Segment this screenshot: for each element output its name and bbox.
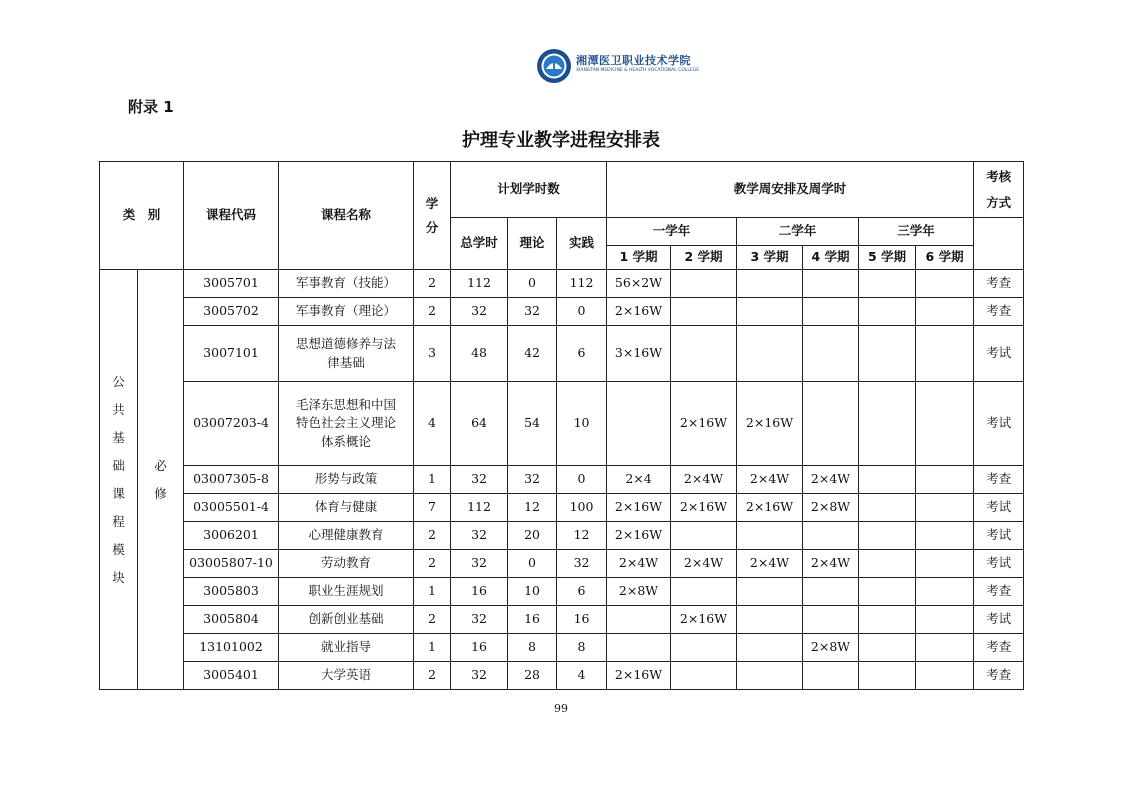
cell-code: 3005804 [184, 606, 279, 634]
cell-practice: 6 [557, 578, 607, 606]
cell-s1: 2×16W [607, 494, 671, 522]
cell-practice: 8 [557, 634, 607, 662]
cell-s2 [671, 578, 737, 606]
header-total-hours: 总学时 [451, 218, 508, 270]
cell-s2 [671, 662, 737, 690]
header-semester-5: 5 学期 [859, 246, 916, 270]
cell-total: 112 [451, 494, 508, 522]
cell-code: 03007203-4 [184, 382, 279, 466]
header-course-code: 课程代码 [184, 162, 279, 270]
cell-theory: 16 [508, 606, 557, 634]
header-practice: 实践 [557, 218, 607, 270]
cell-s4: 2×4W [803, 466, 859, 494]
cell-s2 [671, 270, 737, 298]
table-row [100, 326, 1024, 382]
cell-s2: 2×16W [671, 606, 737, 634]
cell-s6 [916, 298, 974, 326]
cell-s6 [916, 550, 974, 578]
cell-practice: 32 [557, 550, 607, 578]
college-logo [536, 48, 700, 84]
cell-exam: 考试 [974, 326, 1024, 382]
cell-s3 [737, 270, 803, 298]
cell-name: 职业生涯规划 [279, 578, 414, 606]
header-planned-hours: 计划学时数 [451, 162, 607, 218]
cell-s3 [737, 634, 803, 662]
header-credit-text: 学分 [425, 195, 439, 235]
table-row [100, 522, 1024, 550]
cell-exam: 考查 [974, 270, 1024, 298]
cell-code: 03005807-10 [184, 550, 279, 578]
course-name-text: 毛泽东思想和中国特色社会主义理论体系概论 [296, 397, 397, 449]
cell-theory: 32 [508, 466, 557, 494]
cell-s2: 2×4W [671, 550, 737, 578]
cell-s5 [859, 522, 916, 550]
header-semester-4: 4 学期 [803, 246, 859, 270]
cell-credit: 4 [414, 382, 451, 466]
cell-s4 [803, 578, 859, 606]
cell-code: 3005702 [184, 298, 279, 326]
cell-s5 [859, 550, 916, 578]
cell-theory: 10 [508, 578, 557, 606]
table-row [100, 270, 1024, 298]
cell-name: 军事教育（技能） [279, 270, 414, 298]
cell-s5 [859, 298, 916, 326]
cell-exam: 考试 [974, 494, 1024, 522]
cell-s1: 2×4 [607, 466, 671, 494]
cell-credit: 2 [414, 606, 451, 634]
cell-total: 32 [451, 522, 508, 550]
category-group-char: 基 [112, 429, 125, 445]
course-name-text: 思想道德修养与法律基础 [296, 336, 397, 370]
cell-exam: 考查 [974, 634, 1024, 662]
cell-s6 [916, 578, 974, 606]
cell-s3: 2×16W [737, 494, 803, 522]
cell-s1: 2×16W [607, 298, 671, 326]
cell-s4 [803, 522, 859, 550]
cell-exam: 考查 [974, 466, 1024, 494]
cell-s6 [916, 662, 974, 690]
cell-s1: 2×16W [607, 662, 671, 690]
cell-code: 03005501-4 [184, 494, 279, 522]
cell-credit: 2 [414, 270, 451, 298]
appendix-label: 附录 1 [128, 98, 174, 116]
cell-code: 3006201 [184, 522, 279, 550]
cell-s6 [916, 326, 974, 382]
cell-s5 [859, 578, 916, 606]
cell-credit: 7 [414, 494, 451, 522]
cell-practice: 10 [557, 382, 607, 466]
cell-s6 [916, 522, 974, 550]
header-year-1: 一学年 [607, 218, 737, 246]
cell-s5 [859, 662, 916, 690]
category-group-char: 课 [112, 485, 125, 501]
cell-code: 13101002 [184, 634, 279, 662]
cell-credit: 2 [414, 298, 451, 326]
category-required-cell [138, 270, 184, 690]
cell-total: 32 [451, 298, 508, 326]
header-year-3: 三学年 [859, 218, 974, 246]
cell-s4: 2×8W [803, 634, 859, 662]
cell-s2 [671, 522, 737, 550]
cell-s1: 2×8W [607, 578, 671, 606]
cell-total: 16 [451, 634, 508, 662]
cell-s4 [803, 662, 859, 690]
table-row [100, 382, 1024, 466]
cell-s1: 56×2W [607, 270, 671, 298]
cell-s1: 2×16W [607, 522, 671, 550]
header-exam-blank [974, 218, 1024, 270]
header-year-2: 二学年 [737, 218, 859, 246]
cell-s4 [803, 606, 859, 634]
cell-s2: 2×16W [671, 382, 737, 466]
cell-code: 3005803 [184, 578, 279, 606]
schedule-table [99, 161, 1024, 690]
cell-practice: 16 [557, 606, 607, 634]
cell-theory: 0 [508, 550, 557, 578]
page-title: 护理专业教学进程安排表 [462, 130, 660, 151]
category-group-char: 公 [112, 373, 125, 389]
cell-total: 64 [451, 382, 508, 466]
header-exam-type-text: 考核方式 [986, 168, 1012, 210]
cell-total: 32 [451, 466, 508, 494]
cell-name: 创新创业基础 [279, 606, 414, 634]
cell-s2 [671, 634, 737, 662]
header-semester-2: 2 学期 [671, 246, 737, 270]
cell-s4: 2×8W [803, 494, 859, 522]
cell-credit: 1 [414, 466, 451, 494]
category-group-char: 共 [112, 401, 125, 417]
cell-s1: 2×4W [607, 550, 671, 578]
category-group-char: 模 [112, 541, 125, 557]
table-row [100, 494, 1024, 522]
cell-s3: 2×16W [737, 382, 803, 466]
cell-name: 就业指导 [279, 634, 414, 662]
cell-s4 [803, 326, 859, 382]
cell-s5 [859, 326, 916, 382]
category-required-char: 必 [154, 457, 167, 473]
cell-total: 32 [451, 662, 508, 690]
header-category: 类 别 [100, 162, 184, 270]
cell-code: 03007305-8 [184, 466, 279, 494]
cell-exam: 考试 [974, 522, 1024, 550]
cell-exam: 考试 [974, 606, 1024, 634]
cell-s4 [803, 298, 859, 326]
cell-code: 3007101 [184, 326, 279, 382]
cell-s6 [916, 494, 974, 522]
cell-s6 [916, 270, 974, 298]
cell-s3 [737, 662, 803, 690]
table-row [100, 606, 1024, 634]
header-semester-3: 3 学期 [737, 246, 803, 270]
cell-theory: 12 [508, 494, 557, 522]
cell-practice: 4 [557, 662, 607, 690]
cell-s3 [737, 606, 803, 634]
cell-exam: 考试 [974, 382, 1024, 466]
cell-s2: 2×16W [671, 494, 737, 522]
cell-name [279, 326, 414, 382]
cell-exam: 考查 [974, 298, 1024, 326]
cell-s4 [803, 270, 859, 298]
cell-name: 形势与政策 [279, 466, 414, 494]
cell-theory: 54 [508, 382, 557, 466]
cell-s1 [607, 606, 671, 634]
cell-theory: 20 [508, 522, 557, 550]
cell-s5 [859, 634, 916, 662]
cell-name: 心理健康教育 [279, 522, 414, 550]
cell-s5 [859, 466, 916, 494]
table-row [100, 634, 1024, 662]
cell-s6 [916, 606, 974, 634]
cell-s6 [916, 634, 974, 662]
cell-code: 3005401 [184, 662, 279, 690]
cell-theory: 32 [508, 298, 557, 326]
cell-s5 [859, 270, 916, 298]
cell-practice: 6 [557, 326, 607, 382]
cell-s3: 2×4W [737, 466, 803, 494]
cell-s3 [737, 298, 803, 326]
cell-s1 [607, 634, 671, 662]
cell-s6 [916, 382, 974, 466]
header-semester-1: 1 学期 [607, 246, 671, 270]
category-group-char: 础 [112, 457, 125, 473]
cell-total: 32 [451, 606, 508, 634]
cell-s1 [607, 382, 671, 466]
cell-total: 112 [451, 270, 508, 298]
cell-name [279, 382, 414, 466]
cell-s2 [671, 326, 737, 382]
cell-exam: 考查 [974, 662, 1024, 690]
table-row [100, 578, 1024, 606]
cell-total: 48 [451, 326, 508, 382]
cell-theory: 0 [508, 270, 557, 298]
cell-theory: 8 [508, 634, 557, 662]
category-group-char: 块 [112, 569, 125, 585]
cell-credit: 2 [414, 522, 451, 550]
cell-s3 [737, 522, 803, 550]
logo-english-name: XIANGTAN MEDICINE & HEALTH VOCATIONAL COLLEGE [576, 68, 700, 73]
cell-s3: 2×4W [737, 550, 803, 578]
cell-theory: 42 [508, 326, 557, 382]
cell-code: 3005701 [184, 270, 279, 298]
cell-s2 [671, 298, 737, 326]
cell-credit: 2 [414, 662, 451, 690]
cell-s6 [916, 466, 974, 494]
cell-exam: 考试 [974, 550, 1024, 578]
cell-s5 [859, 382, 916, 466]
header-semester-6: 6 学期 [916, 246, 974, 270]
cell-s3 [737, 578, 803, 606]
cell-s4: 2×4W [803, 550, 859, 578]
cell-s2: 2×4W [671, 466, 737, 494]
table-row [100, 298, 1024, 326]
cell-s5 [859, 606, 916, 634]
page-number: 99 [554, 702, 568, 715]
schedule-body [100, 270, 1024, 690]
cell-total: 32 [451, 550, 508, 578]
cell-name: 劳动教育 [279, 550, 414, 578]
cell-s1: 3×16W [607, 326, 671, 382]
cell-s3 [737, 326, 803, 382]
cell-practice: 100 [557, 494, 607, 522]
cell-total: 16 [451, 578, 508, 606]
header-credit [414, 162, 451, 270]
header-exam-type [974, 162, 1024, 218]
cell-s5 [859, 494, 916, 522]
category-group-cell [100, 270, 138, 690]
cell-credit: 1 [414, 634, 451, 662]
header-weekly-schedule: 教学周安排及周学时 [607, 162, 974, 218]
cell-exam: 考查 [974, 578, 1024, 606]
cell-name: 大学英语 [279, 662, 414, 690]
header-theory: 理论 [508, 218, 557, 270]
cell-theory: 28 [508, 662, 557, 690]
cell-practice: 112 [557, 270, 607, 298]
cell-credit: 3 [414, 326, 451, 382]
logo-chinese-name: 湘潭医卫职业技术学院 [576, 54, 691, 67]
category-group-char: 程 [112, 513, 125, 529]
table-row [100, 550, 1024, 578]
header-course-name: 课程名称 [279, 162, 414, 270]
college-emblem-icon [536, 48, 572, 84]
cell-practice: 0 [557, 466, 607, 494]
table-row [100, 662, 1024, 690]
cell-practice: 0 [557, 298, 607, 326]
cell-credit: 1 [414, 578, 451, 606]
cell-s4 [803, 382, 859, 466]
table-row [100, 466, 1024, 494]
category-required-char: 修 [154, 485, 167, 501]
cell-credit: 2 [414, 550, 451, 578]
cell-name: 军事教育（理论） [279, 298, 414, 326]
cell-name: 体育与健康 [279, 494, 414, 522]
cell-practice: 12 [557, 522, 607, 550]
